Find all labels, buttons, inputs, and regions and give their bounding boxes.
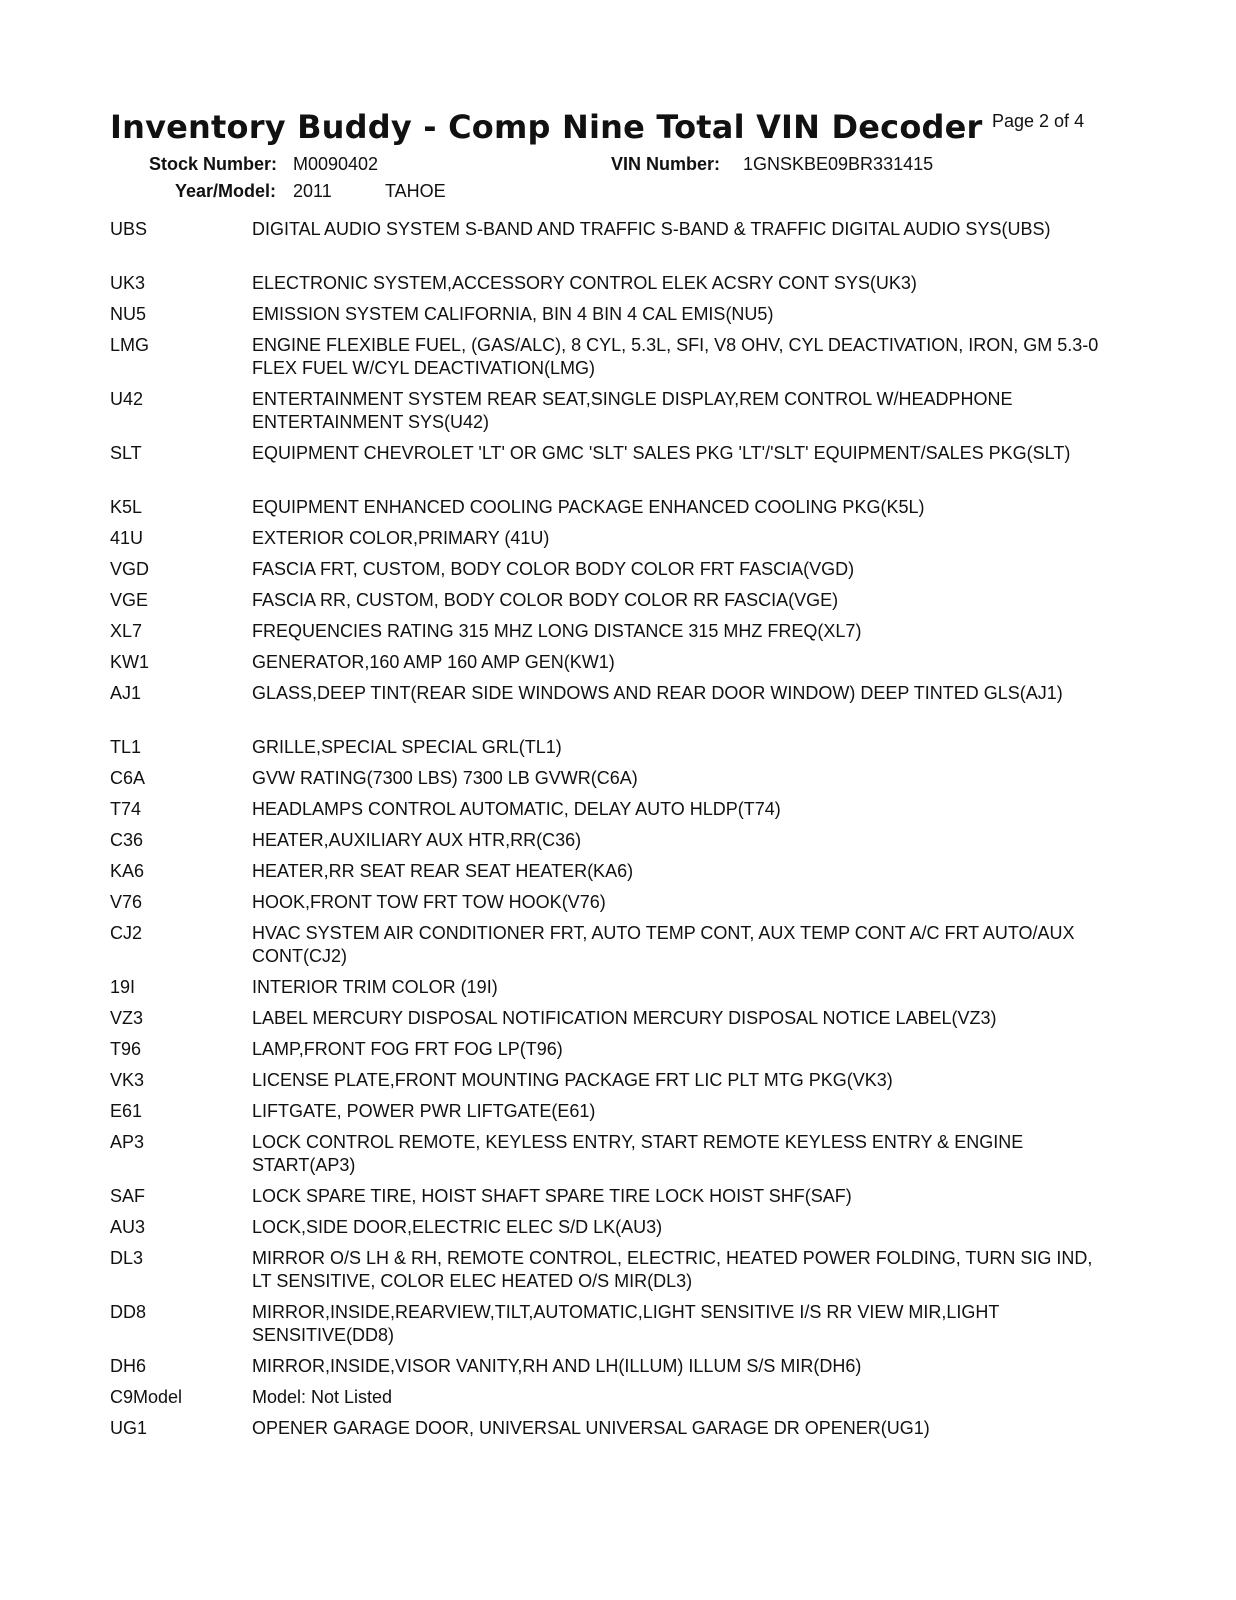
option-row	[110, 303, 1110, 326]
option-description: GLASS,DEEP TINT(REAR SIDE WINDOWS AND REAR DOOR WINDOW) DEEP TINTED GLS(AJ1)	[252, 683, 1063, 703]
option-row	[110, 1386, 1110, 1409]
model-value: TAHOE	[385, 181, 446, 201]
option-row	[110, 736, 1110, 759]
option-code: U42	[110, 389, 144, 409]
option-row	[110, 388, 1110, 434]
option-row	[110, 1301, 1110, 1347]
option-row	[110, 558, 1110, 581]
option-description: LOCK CONTROL REMOTE, KEYLESS ENTRY, START REMOTE KEYLESS ENTRY & ENGINE START(AP3)	[252, 1132, 1024, 1175]
option-description: EQUIPMENT CHEVROLET 'LT' OR GMC 'SLT' SALES PKG 'LT'/'SLT' EQUIPMENT/SALES PKG(SLT)	[252, 443, 1071, 463]
option-code: NU5	[110, 304, 147, 324]
option-row	[110, 1185, 1110, 1208]
option-code: LMG	[110, 335, 150, 355]
option-description: ENTERTAINMENT SYSTEM REAR SEAT,SINGLE DISPLAY,REM CONTROL W/HEADPHONE ENTERTAINMENT SYS(U42)	[252, 389, 1013, 432]
option-description: HVAC SYSTEM AIR CONDITIONER FRT, AUTO TEMP CONT, AUX TEMP CONT A/C FRT AUTO/AUX CONT(CJ2)	[252, 923, 1075, 966]
option-row	[110, 1100, 1110, 1123]
option-description: ENGINE FLEXIBLE FUEL, (GAS/ALC), 8 CYL, 5.3L, SFI, V8 OHV, CYL DEACTIVATION, IRON, GM 5.3-0 FLEX FUEL W/CYL DEACTIVATION(LMG)	[252, 335, 1099, 378]
option-row	[110, 527, 1110, 550]
option-row	[110, 496, 1110, 519]
option-description: FASCIA RR, CUSTOM, BODY COLOR BODY COLOR RR FASCIA(VGE)	[252, 590, 839, 610]
option-code: XL7	[110, 621, 143, 641]
option-code: T96	[110, 1039, 142, 1059]
option-code: E61	[110, 1101, 143, 1121]
year-value: 2011	[293, 181, 332, 201]
option-description: FASCIA FRT, CUSTOM, BODY COLOR BODY COLOR FRT FASCIA(VGD)	[252, 559, 855, 579]
option-code: KW1	[110, 652, 150, 672]
option-description: LAMP,FRONT FOG FRT FOG LP(T96)	[252, 1039, 563, 1059]
option-code: SLT	[110, 443, 142, 463]
option-description: LOCK SPARE TIRE, HOIST SHAFT SPARE TIRE LOCK HOIST SHF(SAF)	[252, 1186, 852, 1206]
option-description: LOCK,SIDE DOOR,ELECTRIC ELEC S/D LK(AU3)	[252, 1217, 663, 1237]
option-code: VGE	[110, 590, 149, 610]
option-description: EXTERIOR COLOR,PRIMARY (41U)	[252, 528, 550, 548]
option-description: EQUIPMENT ENHANCED COOLING PACKAGE ENHANCED COOLING PKG(K5L)	[252, 497, 925, 517]
option-row	[110, 442, 1110, 488]
option-row	[110, 1216, 1110, 1239]
option-description: GVW RATING(7300 LBS) 7300 LB GVWR(C6A)	[252, 768, 638, 788]
option-code-list	[110, 218, 1110, 1448]
option-row	[110, 1417, 1110, 1440]
option-row	[110, 1069, 1110, 1092]
option-row	[110, 1038, 1110, 1061]
option-row	[110, 272, 1110, 295]
option-description: OPENER GARAGE DOOR, UNIVERSAL UNIVERSAL GARAGE DR OPENER(UG1)	[252, 1418, 930, 1438]
option-code: DD8	[110, 1302, 147, 1322]
option-row	[110, 891, 1110, 914]
option-row	[110, 798, 1110, 821]
option-code: UK3	[110, 273, 146, 293]
option-row	[110, 334, 1110, 380]
option-code: DH6	[110, 1356, 147, 1376]
option-code: UG1	[110, 1418, 148, 1438]
option-description: MIRROR,INSIDE,VISOR VANITY,RH AND LH(ILLUM) ILLUM S/S MIR(DH6)	[252, 1356, 862, 1376]
option-code: VZ3	[110, 1008, 144, 1028]
document-title: Inventory Buddy - Comp Nine Total VIN Decoder	[110, 108, 983, 146]
option-row	[110, 1247, 1110, 1293]
option-row	[110, 1007, 1110, 1030]
option-row	[110, 589, 1110, 612]
option-description: HEATER,AUXILIARY AUX HTR,RR(C36)	[252, 830, 582, 850]
option-row	[110, 1131, 1110, 1177]
option-row	[110, 860, 1110, 883]
option-code: 41U	[110, 528, 144, 548]
page-number: Page 2 of 4	[992, 111, 1085, 131]
option-code: KA6	[110, 861, 145, 881]
option-code: DL3	[110, 1248, 144, 1268]
option-description: FREQUENCIES RATING 315 MHZ LONG DISTANCE 315 MHZ FREQ(XL7)	[252, 621, 862, 641]
option-row	[110, 829, 1110, 852]
option-description: GRILLE,SPECIAL SPECIAL GRL(TL1)	[252, 737, 562, 757]
option-row	[110, 682, 1110, 728]
stock-number-label: Stock Number:	[149, 154, 278, 174]
year-model-label: Year/Model:	[175, 181, 277, 201]
option-description: HOOK,FRONT TOW FRT TOW HOOK(V76)	[252, 892, 606, 912]
option-description: LABEL MERCURY DISPOSAL NOTIFICATION MERCURY DISPOSAL NOTICE LABEL(VZ3)	[252, 1008, 997, 1028]
option-description: MIRROR,INSIDE,REARVIEW,TILT,AUTOMATIC,LIGHT SENSITIVE I/S RR VIEW MIR,LIGHT SENSITIVE(DD8)	[252, 1302, 1000, 1345]
option-code: AJ1	[110, 683, 142, 703]
option-code: VK3	[110, 1070, 145, 1090]
option-row	[110, 218, 1110, 264]
option-code: SAF	[110, 1186, 146, 1206]
option-description: ELECTRONIC SYSTEM,ACCESSORY CONTROL ELEK ACSRY CONT SYS(UK3)	[252, 273, 917, 293]
option-description: MIRROR O/S LH & RH, REMOTE CONTROL, ELECTRIC, HEATED POWER FOLDING, TURN SIG IND, LT SENSITIVE, COLOR ELEC HEATED O/S MIR(DL3)	[252, 1248, 1093, 1291]
option-description: LIFTGATE, POWER PWR LIFTGATE(E61)	[252, 1101, 596, 1121]
option-code: CJ2	[110, 923, 143, 943]
option-code: TL1	[110, 737, 142, 757]
option-row	[110, 1355, 1110, 1378]
option-code: C36	[110, 830, 144, 850]
option-row	[110, 767, 1110, 790]
option-code: C6A	[110, 768, 146, 788]
option-description: INTERIOR TRIM COLOR (19I)	[252, 977, 498, 997]
vin-number-label: VIN Number:	[611, 154, 721, 174]
vin-number-value: 1GNSKBE09BR331415	[743, 154, 934, 174]
option-code: AU3	[110, 1217, 146, 1237]
option-row	[110, 620, 1110, 643]
option-code: UBS	[110, 219, 148, 239]
option-description: HEATER,RR SEAT REAR SEAT HEATER(KA6)	[252, 861, 634, 881]
option-code: AP3	[110, 1132, 145, 1152]
option-description: LICENSE PLATE,FRONT MOUNTING PACKAGE FRT LIC PLT MTG PKG(VK3)	[252, 1070, 893, 1090]
option-description: Model: Not Listed	[252, 1387, 393, 1407]
option-description: DIGITAL AUDIO SYSTEM S-BAND AND TRAFFIC S-BAND & TRAFFIC DIGITAL AUDIO SYS(UBS)	[252, 219, 1051, 239]
option-row	[110, 976, 1110, 999]
option-code: K5L	[110, 497, 143, 517]
option-code: 19I	[110, 977, 136, 997]
option-description: HEADLAMPS CONTROL AUTOMATIC, DELAY AUTO HLDP(T74)	[252, 799, 781, 819]
option-code: VGD	[110, 559, 150, 579]
option-description: GENERATOR,160 AMP 160 AMP GEN(KW1)	[252, 652, 615, 672]
option-description: EMISSION SYSTEM CALIFORNIA, BIN 4 BIN 4 CAL EMIS(NU5)	[252, 304, 774, 324]
option-row	[110, 651, 1110, 674]
option-code: T74	[110, 799, 142, 819]
option-row	[110, 922, 1110, 968]
option-code: V76	[110, 892, 143, 912]
option-code: C9Model	[110, 1387, 183, 1407]
stock-number-value: M0090402	[293, 154, 379, 174]
